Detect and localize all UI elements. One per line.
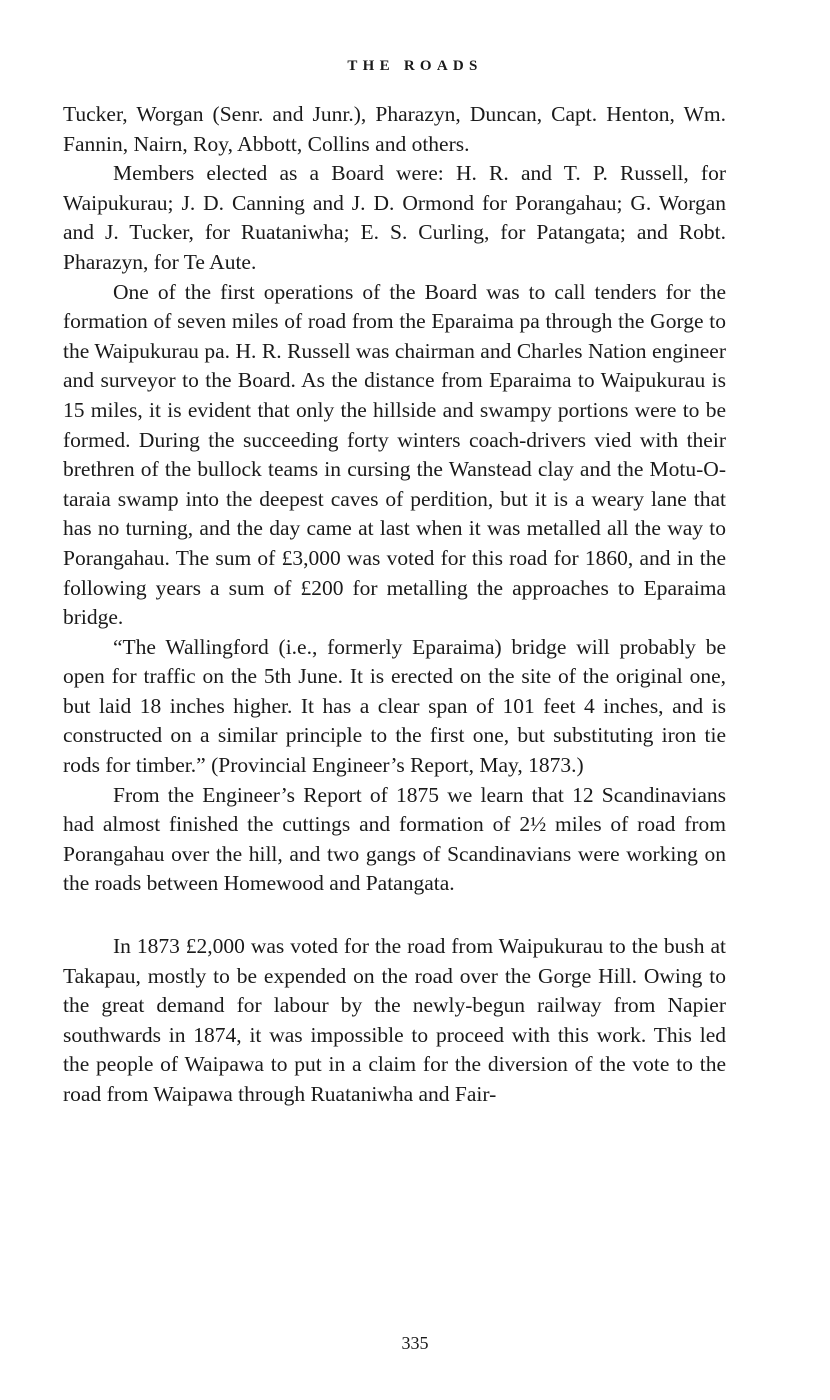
paragraph-bridge-quote: “The Wallingford (i.e., formerly Eparaima) bridge will probably be open for traffic on the 5th June. It is erected on the site of the original one, but laid 18 inches higher. It has a clear span of 101 feet 4 inches, and is constructed on a similar principle to the first one, but substituting iron tie rods for timber.” (Provincial Engineer’s Report, May, 1873.) bbox=[63, 634, 726, 778]
paragraph-takapau-road: In 1873 £2,000 was voted for the road from Waipukurau to the bush at Takapau, mostly to be expended on the road over the Gorge Hill. Owing to the great demand for labour by the newly-begun railway from Napier southwards in 1874, it was impossible to proceed with this work. This led the people of Waipawa to put in a claim for the diversion of the vote to the road from Waipawa through Ruataniwha and Fair- bbox=[63, 934, 726, 1106]
running-header: THE ROADS bbox=[347, 58, 483, 74]
paragraph-board-members: Members elected as a Board were: H. R. and T. P. Russell, for Waipukurau; J. D. Canning and J. D. Ormond for Porangahau; G. Worgan and J. Tucker, for Ruataniwha; E. S. Curling, for Patangata; and Robt. Pharazyn, for Te Aute. bbox=[63, 161, 726, 274]
page-number: 335 bbox=[401, 1333, 429, 1353]
paragraph-engineer-report: From the Engineer’s Report of 1875 we learn that 12 Scandinavians had almost finished the cuttings and formation of 2½ miles of road from Porangahau over the hill, and two gangs of Scandinavians were working on the roads between Homewood and Patangata. bbox=[63, 782, 726, 896]
paragraph-member-list: Tucker, Worgan (Senr. and Junr.), Pharazyn, Duncan, Capt. Henton, Wm. Fannin, Nairn, Roy, Abbott, Collins and others. bbox=[63, 102, 726, 156]
paragraph-first-operations: One of the first operations of the Board was to call tenders for the formation of seven miles of road from the Eparaima pa through the Gorge to the Waipukurau pa. H. R. Russell was chairman and Charles Nation engineer and surveyor to the Board. As the distance from Eparaima to Waipukurau is 15 miles, it is evident that only the hillside and swampy portions were to be formed. During the succeeding forty winters coach-drivers vied with their brethren of the bullock teams in cursing the Wanstead clay and the Motu-O-taraia swamp into the deepest caves of perdition, but it is a weary lane that has no turning, and the day came at last when it was metalled all the way to Porangahau. The sum of £3,000 was voted for this road for 1860, and in the following years a sum of £200 for metalling the approaches to Eparaima bridge. bbox=[63, 279, 726, 630]
body-text bbox=[63, 100, 726, 1110]
